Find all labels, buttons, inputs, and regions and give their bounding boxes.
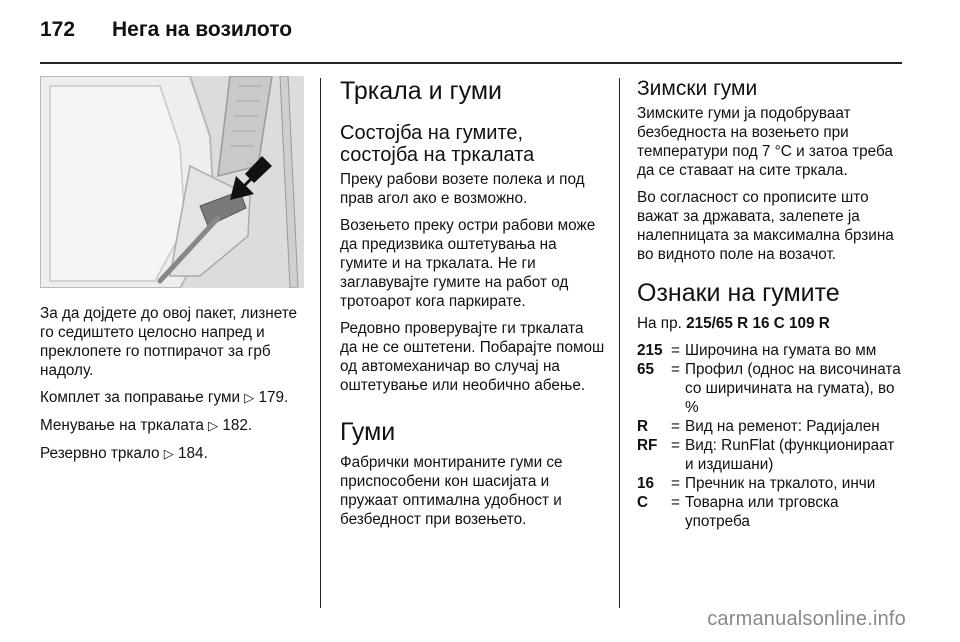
page-ref-arrow-icon: ▷ <box>163 447 174 462</box>
tyre-code-legend: 215 = Широчина на гумата во мм 65 = Профил (однос на височината со ширичината на гумата), во % R = Вид на ременот: Радијален RF = Вид: RunFlat (функционираат и издишани) 16 = Пречник на тркалото, инчи C = Товарна или трговска употреба <box>637 342 901 530</box>
section-heading: Гуми <box>340 418 396 446</box>
cross-reference: Менување на тркалата ▷ 182. <box>40 417 253 434</box>
seat-recline-lever-illustration <box>40 76 304 288</box>
subsection-heading: Зимски гуми <box>637 77 758 100</box>
paragraph: Возењето преку остри рабови може да предизвика оштетувања на гумите и на тркалата. Не ги заглавувајте гумите на работ од тротоарот кога паркирате. <box>340 217 596 310</box>
chapter-title: Нега на возилото <box>112 18 293 41</box>
header-rule <box>40 62 902 64</box>
paragraph: Зимските гуми ја подобруваат безбедноста на возењето при температури под 7 °C и затоа треба да се ставаат на сите тркала. <box>637 105 893 179</box>
subsection-heading: Состојба на гумите, состојба на тркалата <box>340 122 535 166</box>
paragraph: Во согласност со прописите што важат за државата, залепете ја налепницата за максимална брзина во видното поле на возачот. <box>637 189 894 263</box>
column-divider-2 <box>619 78 620 608</box>
tyre-code-example: На пр. 215/65 R 16 C 109 R <box>637 315 830 332</box>
column-middle <box>340 76 605 537</box>
paragraph: Фабрички монтираните гуми се приспособени кон шасијата и пружаат оптимална удобност и безбедност при возењето. <box>340 454 563 528</box>
section-heading: Ознаки на гумите <box>637 279 840 307</box>
watermark: carmanualsonline.info <box>707 608 906 630</box>
column-divider-1 <box>320 78 321 608</box>
page-ref-arrow-icon: ▷ <box>208 419 219 434</box>
illustration-caption: За да дојдете до овој пакет, лизнете го седиштето целосно напред и преклопете го потпирачот за грб надолу. <box>40 305 298 379</box>
cross-reference: Комплет за поправање гуми ▷ 179. <box>40 389 289 406</box>
page-ref-arrow-icon: ▷ <box>244 391 255 406</box>
paragraph: Редовно проверувајте ги тркалата да не се оштетени. Побарајте помош од автомеханичар во случај на оштетување или необично абење. <box>340 320 605 394</box>
column-right <box>637 76 905 531</box>
page-number: 172 <box>40 18 76 41</box>
paragraph: Преку рабови возете полека и под прав агол ако е возможно. <box>340 171 585 207</box>
column-left <box>40 76 306 472</box>
section-heading: Тркала и гуми <box>340 77 502 105</box>
cross-reference: Резервно тркало ▷ 184. <box>40 445 208 462</box>
